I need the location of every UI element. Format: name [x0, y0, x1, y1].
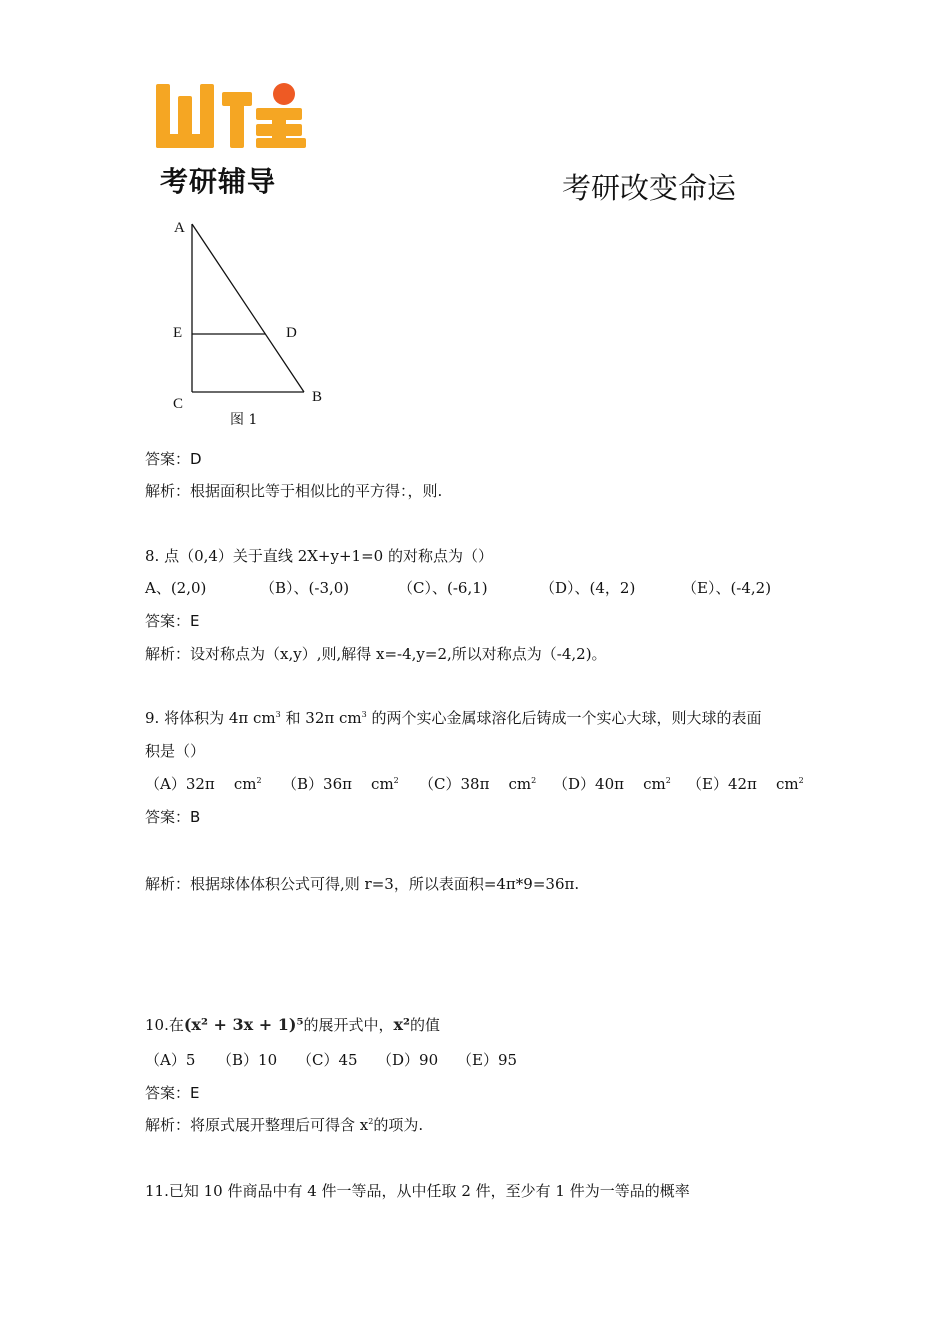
- q7-answer: [145, 449, 202, 469]
- q9-text-c: 的两个实心金属球溶化后铸成一个实心大球，则大球的表面: [366, 709, 762, 727]
- option-b: （B）、(-3,0): [260, 579, 350, 597]
- q10-analysis-b: 的项为.: [373, 1116, 424, 1134]
- q10-prefix: 10.在: [145, 1016, 184, 1034]
- label-e: E: [173, 325, 183, 341]
- q9-answer: [145, 807, 200, 827]
- q11-question: 11.已知 10 件商品中有 4 件一等品，从中任取 2 件，至少有 1 件为一等品的概率: [145, 1182, 690, 1200]
- q9-options: [145, 774, 804, 794]
- q10-expression: (x² + 3x + 1)⁵: [183, 1015, 304, 1034]
- answer-value: E: [190, 1084, 200, 1102]
- answer-label: 答案：: [145, 450, 191, 468]
- q10-analysis-a: 解析：将原式展开整理后可得含 x: [145, 1116, 369, 1134]
- q10-term: x²: [393, 1015, 411, 1034]
- option-c: （C）、(-6,1): [398, 579, 488, 597]
- option-d: （D）、(4，2): [540, 579, 636, 597]
- q9-question-line2: 积是（）: [145, 742, 206, 760]
- q10-middle: 的展开式中，: [303, 1016, 394, 1034]
- q9-text-b: 和 32π cm: [280, 709, 362, 727]
- option-b: （B）36π $cm^2$: [282, 775, 399, 793]
- answer-value: D: [190, 450, 202, 468]
- option-e: （E）95: [457, 1051, 518, 1069]
- answer-value: E: [190, 612, 200, 630]
- q8-analysis: 解析：设对称点为（x,y）,则,解得 x=-4,y=2,所以对称点为（-4,2)。: [145, 645, 607, 663]
- option-a: （A）5: [145, 1051, 196, 1069]
- answer-label: 答案：: [145, 612, 191, 630]
- superscript: 3: [361, 710, 367, 719]
- q9-text-a: 9. 将体积为 4π cm: [145, 709, 276, 727]
- option-d: （D）90: [377, 1051, 439, 1069]
- q10-question: [145, 1015, 440, 1035]
- label-c: C: [173, 396, 184, 412]
- answer-value: B: [190, 808, 201, 826]
- label-b: B: [312, 389, 323, 405]
- option-e: （E）、(-4,2): [682, 579, 772, 597]
- answer-label: 答案：: [145, 1084, 191, 1102]
- option-a: A、(2,0): [145, 579, 207, 597]
- label-d: D: [286, 325, 297, 341]
- triangle-figure: [168, 214, 328, 434]
- header-motto: 考研改变命运: [562, 171, 737, 205]
- q8-answer: [145, 611, 200, 631]
- q10-suffix: 的值: [410, 1016, 441, 1034]
- label-a: A: [174, 220, 185, 236]
- q9-question: [145, 708, 762, 728]
- q8-options: [145, 578, 805, 598]
- option-e: （E）42π $cm^2$: [687, 775, 804, 793]
- figure-caption: 图 1: [230, 412, 258, 428]
- q10-options: [145, 1050, 517, 1070]
- answer-label: 答案：: [145, 808, 191, 826]
- q9-analysis: 解析：根据球体体积公式可得,则 r=3，所以表面积=4π*9=36π.: [145, 875, 580, 893]
- q10-answer: [145, 1083, 200, 1103]
- q8-question: 8. 点（0,4）关于直线 2X+y+1=0 的对称点为（）: [145, 547, 493, 565]
- superscript: 2: [368, 1117, 374, 1126]
- option-b: （B）10: [217, 1051, 278, 1069]
- q7-analysis: 解析：根据面积比等于相似比的平方得：，则.: [145, 482, 443, 500]
- option-d: （D）40π $cm^2$: [553, 775, 671, 793]
- option-a: （A）32π $cm^2$: [145, 775, 262, 793]
- logo-subtitle: 考研辅导: [160, 165, 277, 198]
- option-c: （C）38π $cm^2$: [419, 775, 537, 793]
- option-c: （C）45: [297, 1051, 358, 1069]
- q10-analysis: [145, 1115, 423, 1135]
- superscript: 3: [275, 710, 281, 719]
